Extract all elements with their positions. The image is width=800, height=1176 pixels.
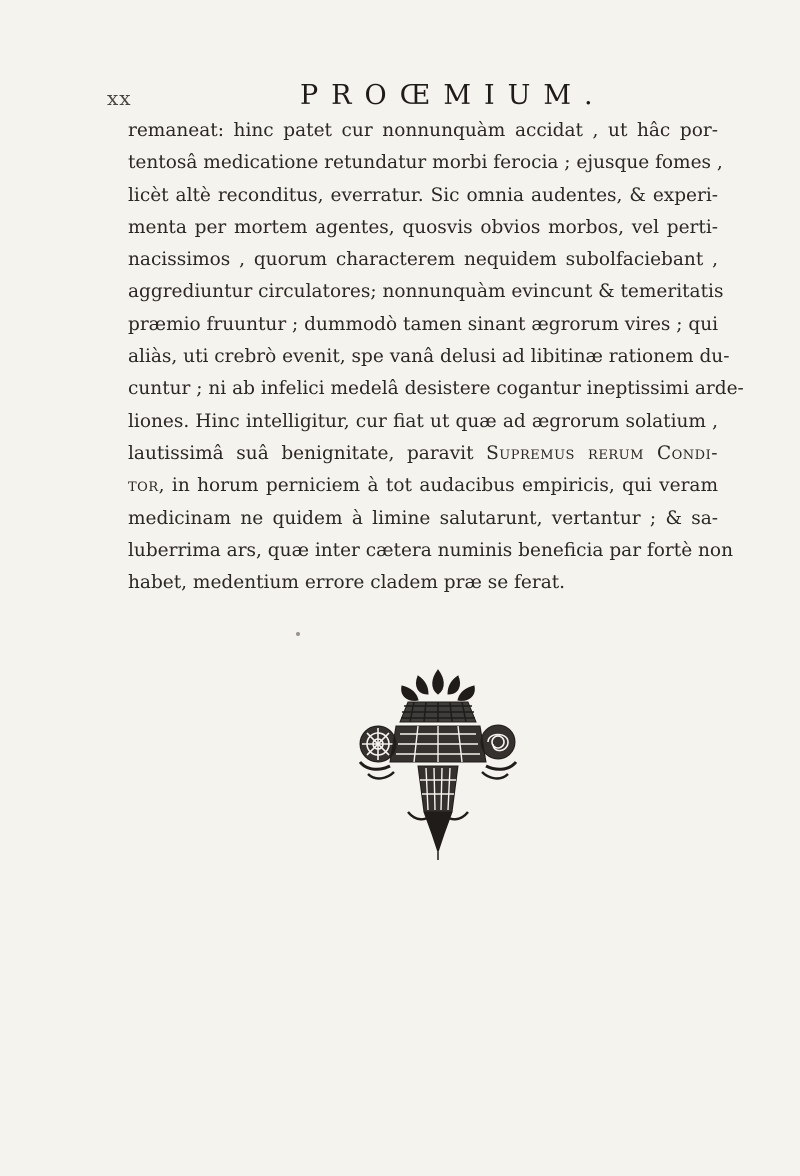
text-fragment: lautissimâ suâ benignitate, paravit <box>128 442 474 464</box>
running-head <box>0 80 800 120</box>
text-line: aggrediuntur circulatores; nonnunquàm evincunt & temeritatis <box>128 281 724 303</box>
text-fragment: , in horum perniciem à tot audacibus empiricis, qui veram <box>158 475 718 497</box>
ink-speck <box>296 632 300 636</box>
text-line: tentosâ medicatione retundatur morbi ferocia ; ejusque fomes , <box>128 152 723 174</box>
text-line: medicinam ne quidem à limine salutarunt, vertantur ; & sa- <box>128 507 718 529</box>
text-line: nacissimos , quorum characterem nequidem subolfaciebant , <box>128 249 718 271</box>
body-text <box>128 115 744 599</box>
text-line: licèt altè reconditus, everratur. Sic omnia audentes, & experi- <box>128 184 718 206</box>
text-line-composite <box>128 438 718 470</box>
text-line-composite <box>128 470 718 502</box>
text-line: luberrima ars, quæ inter cætera numinis beneficia par fortè non <box>128 539 733 561</box>
text-line: habet, medentium errore cladem præ se ferat. <box>128 572 566 594</box>
running-title: PROŒMIUM. <box>300 80 606 111</box>
small-caps-phrase: tor <box>128 475 159 497</box>
text-line: præmio fruuntur ; dummodò tamen sinant ægrorum vires ; qui <box>128 313 719 335</box>
floral-ornament-icon <box>348 662 528 862</box>
text-line: cuntur ; ni ab infelici medelâ desistere cogantur ineptissimi arde- <box>128 378 744 400</box>
text-line: remaneat: hinc patet cur nonnunquàm accidat , ut hâc por- <box>128 120 718 141</box>
text-line: liones. Hinc intelligitur, cur fiat ut quæ ad ægrorum solatium , <box>128 410 718 432</box>
small-caps-phrase: Supremus rerum Condi- <box>486 442 718 464</box>
page-number: xx <box>107 86 132 110</box>
text-line: menta per mortem agentes, quosvis obvios morbos, vel perti- <box>128 216 718 238</box>
text-line: aliàs, uti crebrò evenit, spe vanâ delusi ad libitinæ rationem du- <box>128 346 730 368</box>
